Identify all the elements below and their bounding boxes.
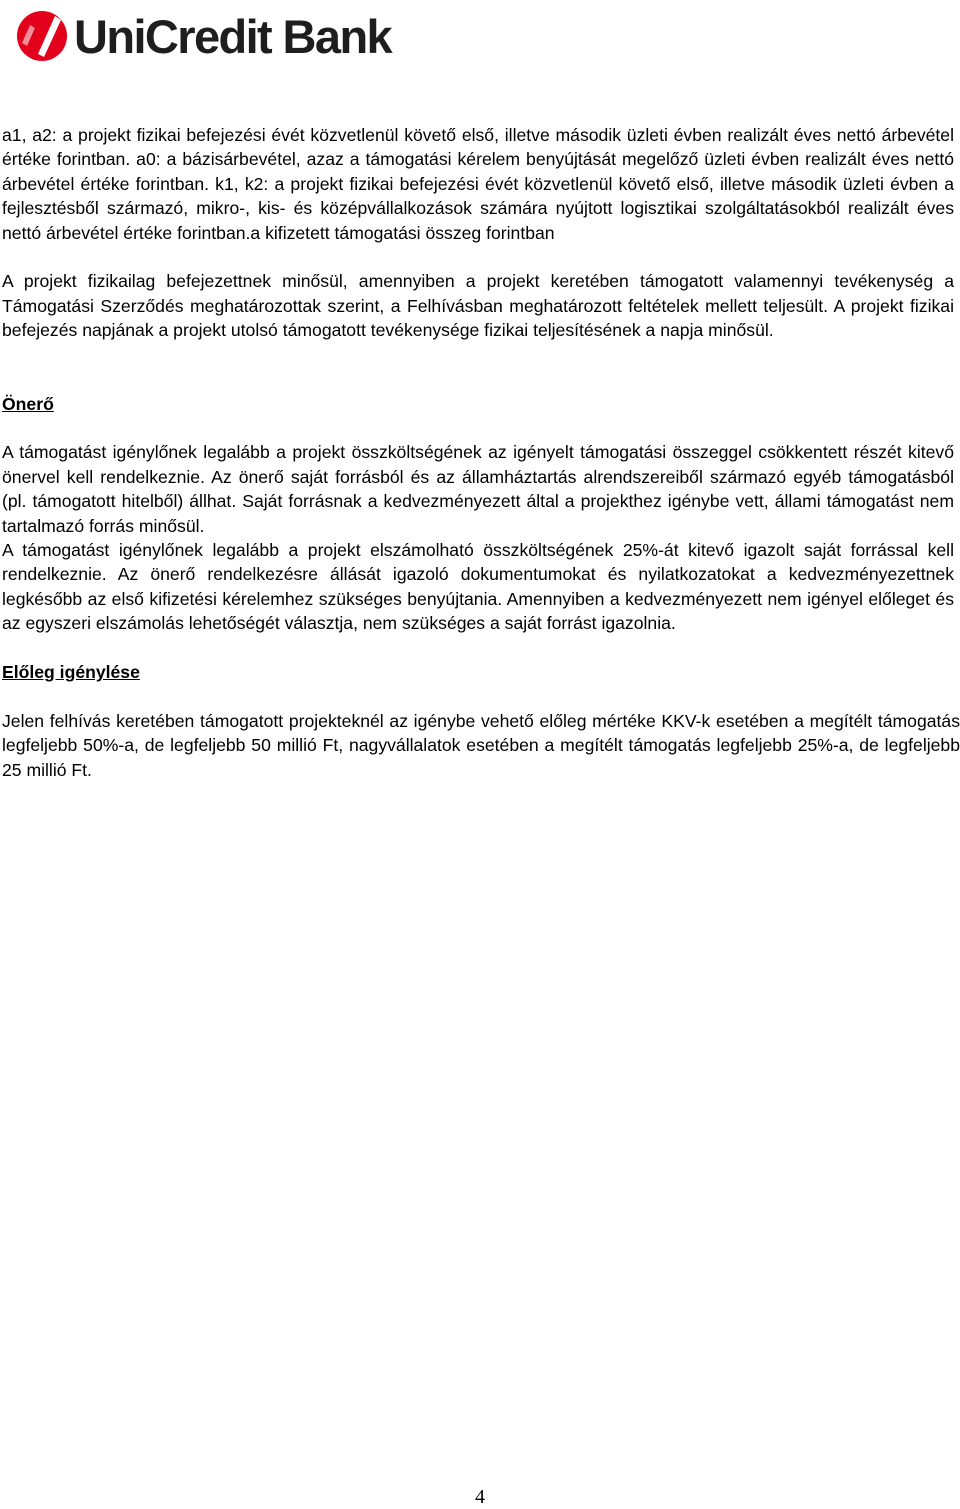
advance-paragraph: Jelen felhívás keretében támogatott projekteknél az igénybe vehető előleg mértéke KKV-k esetében a megítélt támogatás legfeljebb 50%-a, de legfeljebb 50 millió Ft, nagyvállalatok esetében a megítélt támogatás legfeljebb 25%-a, de legfeljebb 25 millió Ft. [2,710,960,780]
header-logo [16,8,391,64]
brand-name: UniCredit Bank [74,9,392,63]
onero-paragraph-1: A támogatást igénylőnek legalább a projekt összköltségének az igényelt támogatási összeggel csökkentett részét kitevő önervel kell rendelkeznie. Az önerő saját forrásból és az államháztartás alrendszereiből származó egyéb támogatásból (pl. támogatott hitelből) állhat. Saját forrásnak a kedvezményezett által a projekthez igénybe vett, állami támogatást nem tartalmazó forrás minősül. [2,442,954,536]
document-body [2,123,960,782]
definitions-paragraph: a1, a2: a projekt fizikai befejezési évét közvetlenül követő első, illetve második üzleti évben realizált éves nettó árbevétel értéke forintban. a0: a bázisárbevétel, azaz a támogatási kérelem benyújtását megelőző üzleti évben realizált éves nettó árbevétel értéke forintban. k1, k2: a projekt fizikai befejezési évét közvetlenül követő első, illetve második üzleti évben a fejlesztésből származó, mikro-, kis- és középvállalkozások számára nyújtott logisztikai szolgáltatásokból realizált éves nettó árbevétel értéke forintban.a kifizetett támogatási összeg forintban [2,125,954,243]
section-heading-advance: Előleg igénylése [2,662,140,683]
section-heading-onero: Önerő [2,393,54,414]
page-number: 4 [475,1486,485,1508]
onero-paragraph-2: A támogatást igénylőnek legalább a projekt elszámolható összköltségének 25%-át kitevő igazolt saját forrással kell rendelkeznie. Az önerő rendelkezésre állását igazoló dokumentumokat és nyilatkozatokat a kedvezményezettnek legkésőbb az első kifizetési kérelemhez szükséges benyújtania. Amennyiben a kedvezményezett nem igényel előleget és az egyszeri elszámolás lehetőségét választja, nem szükséges a saját forrást igazolnia. [2,540,954,634]
unicredit-logo-icon [16,10,68,62]
completion-paragraph: A projekt fizikailag befejezettnek minősül, amennyiben a projekt keretében támogatott valamennyi tevékenység a Támogatási Szerződés meghatározottak szerint, a Felhívásban meghatározott feltételek mellett teljesült. A projekt fizikai befejezés napjának a projekt utolsó támogatott tevékenysége fizikai teljesítésének a napja minősül. [2,271,954,341]
